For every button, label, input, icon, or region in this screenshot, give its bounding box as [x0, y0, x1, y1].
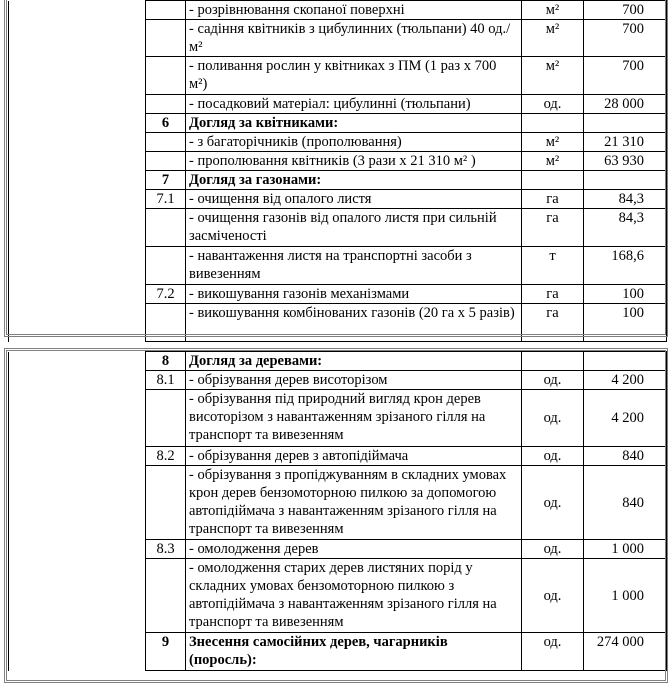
empty-cell	[9, 559, 146, 633]
row-number: 8.3	[146, 540, 186, 559]
row-unit	[522, 352, 584, 371]
section-title: Догляд за квітниками:	[186, 114, 522, 133]
row-description: - очищення від опалого листя	[186, 190, 522, 209]
table-block-1	[4, 0, 668, 337]
table-row	[9, 190, 667, 209]
table-row	[9, 247, 667, 285]
row-unit: м²	[522, 20, 584, 57]
row-number	[146, 152, 186, 171]
empty-cell	[9, 466, 146, 540]
table-row	[9, 285, 667, 304]
empty-cell	[9, 209, 146, 247]
row-unit: м²	[522, 57, 584, 95]
section-number: 8	[146, 352, 186, 371]
works-table-2	[8, 351, 667, 671]
row-number: 7.1	[146, 190, 186, 209]
row-unit: од.	[522, 633, 584, 671]
row-description: - садіння квітників з цибулинних (тюльпани) 40 од./м²	[186, 20, 522, 57]
row-value: 168,6	[584, 247, 667, 285]
section-title: Догляд за газонами:	[186, 171, 522, 190]
row-unit	[522, 171, 584, 190]
row-value: 1 000	[584, 540, 667, 559]
table-row	[9, 20, 667, 57]
row-description: - з багаторічників (прополювання)	[186, 133, 522, 152]
section-header-row	[9, 633, 667, 671]
row-value: 274 000	[584, 633, 667, 671]
row-unit: га	[522, 285, 584, 304]
empty-cell	[9, 352, 146, 371]
row-value: 28 000	[584, 95, 667, 114]
row-number	[146, 466, 186, 540]
row-value: 84,3	[584, 209, 667, 247]
table-block-2	[4, 348, 668, 683]
row-unit: га	[522, 209, 584, 247]
table-row	[9, 209, 667, 247]
row-unit: га	[522, 304, 584, 342]
empty-cell	[9, 114, 146, 133]
row-description: - омолодження старих дерев листяних порід у складних умовах бензомоторною пилкою з автопідіймача з навантаженням зрізаного гілля на транспорт та вивезенням	[186, 559, 522, 633]
row-unit: т	[522, 247, 584, 285]
row-number	[146, 95, 186, 114]
table-row	[9, 95, 667, 114]
row-number	[146, 559, 186, 633]
row-number	[146, 57, 186, 95]
empty-cell	[9, 133, 146, 152]
table-row	[9, 1, 667, 20]
section-header-row	[9, 114, 667, 133]
row-value: 4 200	[584, 371, 667, 390]
row-description: - поливання рослин у квітниках з ПМ (1 раз х 700 м²)	[186, 57, 522, 95]
row-unit: од.	[522, 559, 584, 633]
row-value: 700	[584, 1, 667, 20]
empty-cell	[9, 304, 146, 342]
row-value	[584, 352, 667, 371]
section-number: 9	[146, 633, 186, 671]
empty-cell	[9, 247, 146, 285]
row-description: - прополювання квітників (3 рази х 21 310 м² )	[186, 152, 522, 171]
row-description: - обрізування дерев з автопідіймача	[186, 447, 522, 466]
row-value: 21 310	[584, 133, 667, 152]
empty-cell	[9, 190, 146, 209]
row-unit: м²	[522, 133, 584, 152]
empty-cell	[9, 633, 146, 671]
row-number: 7.2	[146, 285, 186, 304]
row-value: 4 200	[584, 390, 667, 447]
row-description: - посадковий матеріал: цибулинні (тюльпани)	[186, 95, 522, 114]
row-unit: од.	[522, 447, 584, 466]
row-number	[146, 133, 186, 152]
row-unit	[522, 114, 584, 133]
row-value: 840	[584, 447, 667, 466]
table-row	[9, 540, 667, 559]
table-row	[9, 466, 667, 540]
empty-cell	[9, 390, 146, 447]
row-value	[584, 114, 667, 133]
table-row	[9, 152, 667, 171]
empty-cell	[9, 152, 146, 171]
row-description: - розрівнювання скопаної поверхні	[186, 1, 522, 20]
row-value: 1 000	[584, 559, 667, 633]
row-value: 700	[584, 57, 667, 95]
table-row	[9, 304, 667, 342]
section-title: Знесення самосійних дерев, чагарників (поросль):	[186, 633, 522, 671]
row-value: 100	[584, 285, 667, 304]
row-description: - викошування газонів механізмами	[186, 285, 522, 304]
table-row	[9, 447, 667, 466]
row-value: 84,3	[584, 190, 667, 209]
row-value: 700	[584, 20, 667, 57]
row-number	[146, 247, 186, 285]
empty-cell	[9, 285, 146, 304]
empty-cell	[9, 171, 146, 190]
row-value: 840	[584, 466, 667, 540]
works-table-1	[8, 0, 667, 342]
row-number: 8.1	[146, 371, 186, 390]
empty-cell	[9, 447, 146, 466]
row-description: - обрізування дерев висоторізом	[186, 371, 522, 390]
section-number: 7	[146, 171, 186, 190]
empty-cell	[9, 1, 146, 20]
row-number	[146, 1, 186, 20]
row-number	[146, 304, 186, 342]
table-row	[9, 57, 667, 95]
row-description: - обрізування з пропіджуванням в складних умовах крон дерев бензомоторною пилкою за допомогою автопідіймача з навантаженням зрізаного гілля на транспорт та вивезенням	[186, 466, 522, 540]
row-unit: од.	[522, 540, 584, 559]
row-unit: м²	[522, 152, 584, 171]
empty-cell	[9, 20, 146, 57]
table-row	[9, 559, 667, 633]
section-title: Догляд за деревами:	[186, 352, 522, 371]
table-row	[9, 133, 667, 152]
row-number: 8.2	[146, 447, 186, 466]
row-unit: м²	[522, 1, 584, 20]
row-number	[146, 20, 186, 57]
row-unit: од.	[522, 390, 584, 447]
table-row	[9, 371, 667, 390]
row-description: - обрізування під природний вигляд крон дерев висоторізом з навантаженням зрізаного гілля на транспорт та вивезенням	[186, 390, 522, 447]
row-unit: од.	[522, 95, 584, 114]
row-description: - очищення газонів від опалого листя при сильній засміченості	[186, 209, 522, 247]
empty-cell	[9, 540, 146, 559]
section-header-row	[9, 171, 667, 190]
section-number: 6	[146, 114, 186, 133]
empty-cell	[9, 57, 146, 95]
row-value	[584, 171, 667, 190]
section-header-row	[9, 352, 667, 371]
row-unit: га	[522, 190, 584, 209]
row-number	[146, 390, 186, 447]
empty-cell	[9, 95, 146, 114]
row-number	[146, 209, 186, 247]
row-unit: од.	[522, 466, 584, 540]
row-unit: од.	[522, 371, 584, 390]
row-description: - навантаження листя на транспортні засоби з вивезенням	[186, 247, 522, 285]
row-value: 63 930	[584, 152, 667, 171]
row-value: 100	[584, 304, 667, 342]
table-row	[9, 390, 667, 447]
row-description: - омолодження дерев	[186, 540, 522, 559]
row-description: - викошування комбінованих газонів (20 га х 5 разів)	[186, 304, 522, 342]
empty-cell	[9, 371, 146, 390]
